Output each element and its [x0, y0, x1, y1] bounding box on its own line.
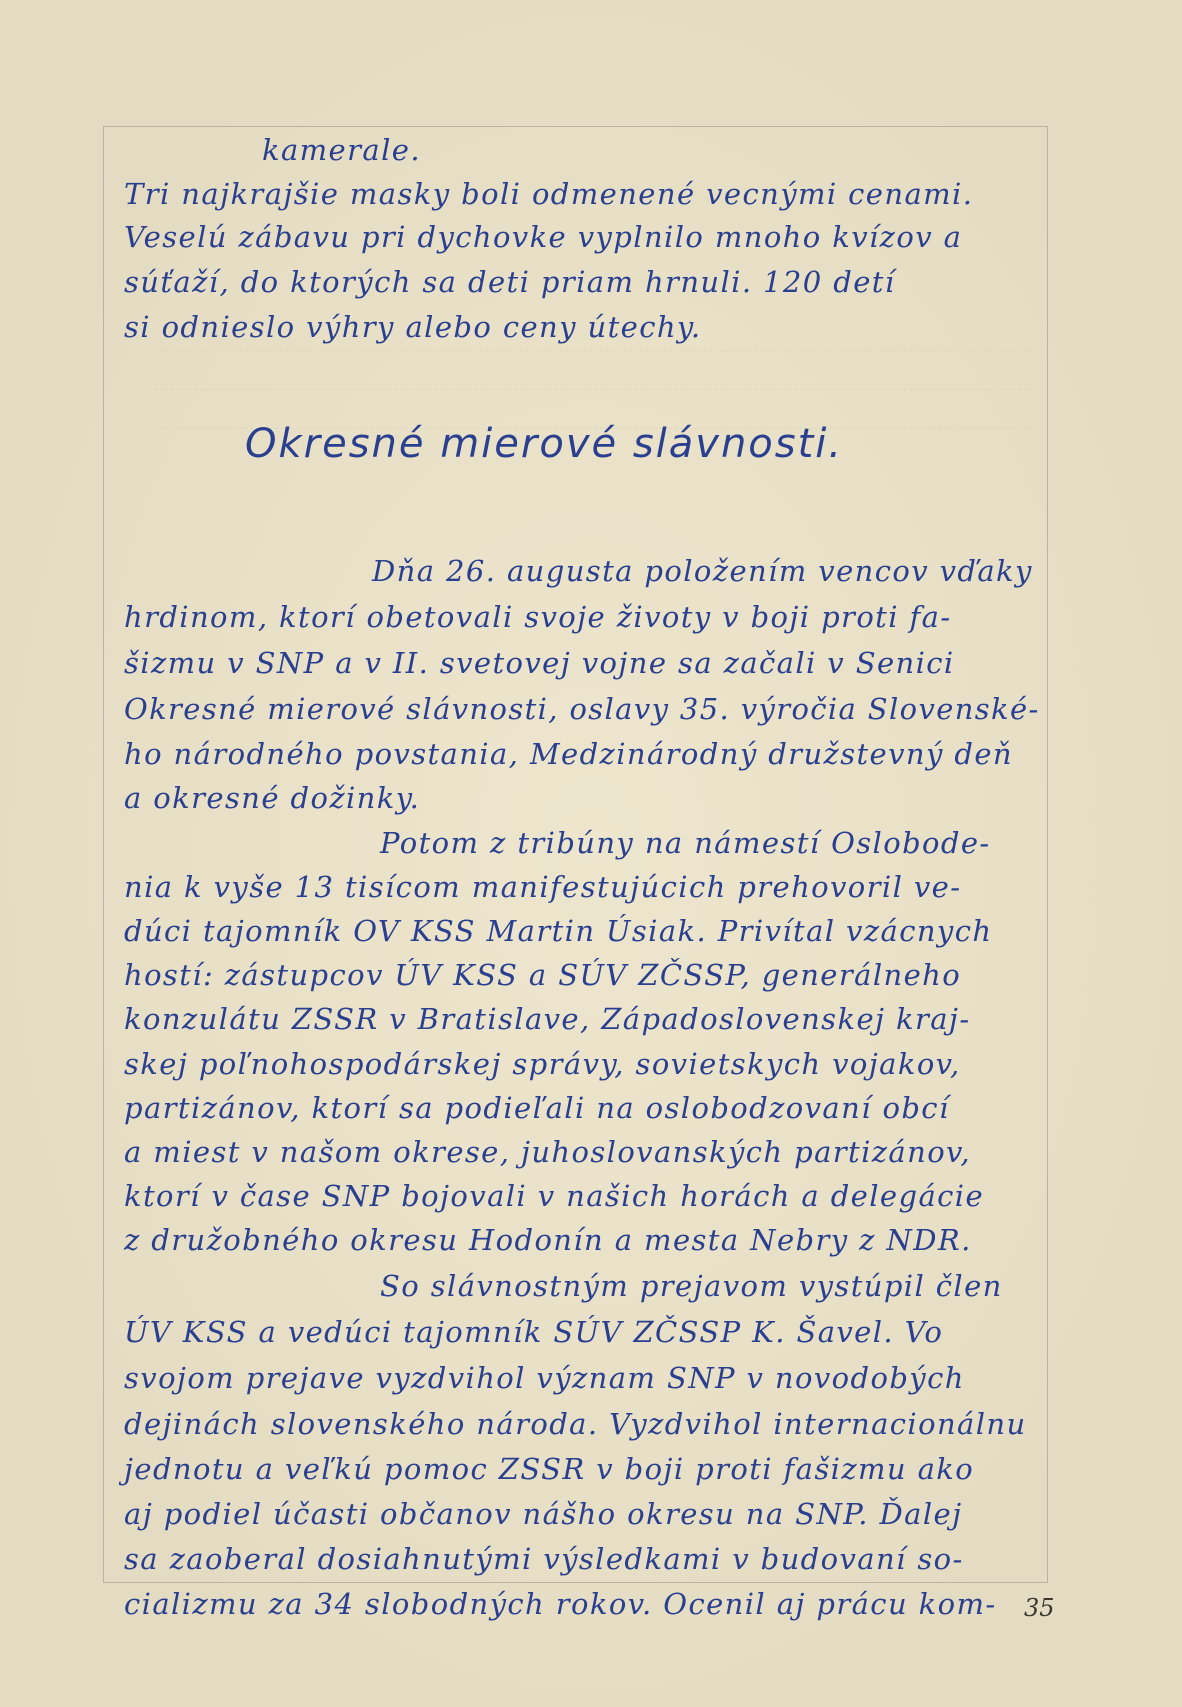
text-line: So slávnostným prejavom vystúpil člen — [380, 1269, 1003, 1303]
text-line: dejinách slovenského národa. Vyzdvihol internacionálnu — [124, 1407, 1027, 1441]
text-line: konzulátu ZSSR v Bratislave, Západoslovenskej kraj- — [124, 1002, 971, 1036]
text-line: z družobného okresu Hodonín a mesta Nebry z NDR. — [124, 1223, 972, 1257]
text-line: Dňa 26. augusta položením vencov vďaky — [372, 554, 1033, 588]
text-line: kamerale. — [262, 133, 421, 167]
text-line: ÚV KSS a vedúci tajomník SÚV ZČSSP K. Šavel. Vo — [124, 1315, 944, 1349]
text-line: ho národného povstania, Medzinárodný družstevný deň — [124, 737, 1013, 771]
page-number: 35 — [1024, 1594, 1055, 1622]
text-line: nia k vyše 13 tisícom manifestujúcich prehovoril ve- — [124, 870, 962, 904]
text-line: jednotu a veľkú pomoc ZSSR v boji proti fašizmu ako — [124, 1452, 975, 1486]
text-line: šizmu v SNP a v II. svetovej vojne sa začali v Senici — [124, 646, 955, 680]
text-line: a okresné dožinky. — [124, 781, 421, 815]
text-line: svojom prejave vyzdvihol význam SNP v novodobých — [124, 1361, 965, 1395]
section-heading: Okresné mierové slávnosti. — [245, 421, 844, 467]
text-line: hostí: zástupcov ÚV KSS a SÚV ZČSSP, generálneho — [124, 958, 962, 992]
text-line: a miest v našom okrese, juhoslovanských partizánov, — [124, 1135, 972, 1169]
text-line: Potom z tribúny na námestí Oslobode- — [380, 826, 991, 860]
text-line: cializmu za 34 slobodných rokov. Ocenil aj prácu kom- — [124, 1587, 997, 1621]
text-line: súťaží, do ktorých sa deti priam hrnuli. 120 detí — [124, 265, 896, 299]
text-line: hrdinom, ktorí obetovali svoje životy v boji proti fa- — [124, 600, 952, 634]
text-line: skej poľnohospodárskej správy, sovietskych vojakov, — [124, 1047, 961, 1081]
text-line: Tri najkrajšie masky boli odmenené vecnými cenami. — [124, 177, 974, 211]
text-line: dúci tajomník OV KSS Martin Úsiak. Privítal vzácnych — [124, 914, 993, 948]
text-line: aj podiel účasti občanov nášho okresu na SNP. Ďalej — [124, 1497, 963, 1531]
text-line: Okresné mierové slávnosti, oslavy 35. výročia Slovenské- — [124, 692, 1040, 726]
text-line: sa zaoberal dosiahnutými výsledkami v budovaní so- — [124, 1542, 964, 1576]
text-line: Veselú zábavu pri dychovke vyplnilo mnoho kvízov a — [124, 220, 963, 254]
text-line: si odnieslo výhry alebo ceny útechy. — [124, 310, 702, 344]
text-line: partizánov, ktorí sa podieľali na oslobodzovaní obcí — [124, 1091, 950, 1125]
text-line: ktorí v čase SNP bojovali v našich horách a delegácie — [124, 1179, 985, 1213]
